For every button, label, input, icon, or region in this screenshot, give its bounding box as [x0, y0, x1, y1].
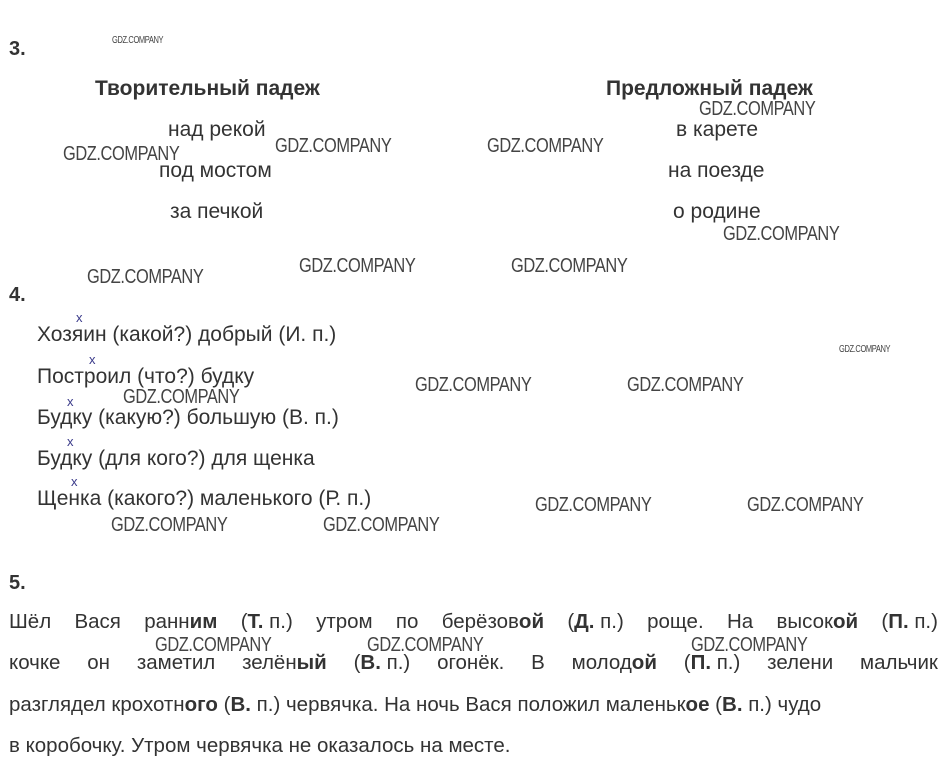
paragraph-word: утром [316, 610, 373, 633]
paragraph-word: по [395, 610, 419, 633]
instrumental-item-1: над рекой [168, 118, 266, 141]
heading-prepositional-case: Предложный падеж [606, 77, 813, 100]
watermark: GDZ.COMPANY [155, 634, 272, 656]
watermark: GDZ.COMPANY [627, 374, 744, 396]
watermark: GDZ.COMPANY [111, 514, 228, 536]
watermark: GDZ.COMPANY [63, 143, 180, 165]
task5-number: 5. [9, 572, 26, 594]
paragraph-word: В [531, 651, 545, 674]
watermark: GDZ.COMPANY [123, 386, 240, 408]
paragraph-word: (Т. п.) [240, 610, 293, 633]
watermark: GDZ.COMPANY [487, 135, 604, 157]
paragraph-line-4: в коробочку. Утром червячка не оказалось на месте. [9, 734, 511, 757]
watermark: GDZ.COMPANY [367, 634, 484, 656]
paragraph-word: зелени [767, 651, 834, 674]
prepositional-item-2: на поезде [668, 159, 765, 182]
paragraph-line-3: разглядел крохотного (В. п.) червячка. На ночь Вася положил маленькое (В. п.) чудо [9, 693, 822, 716]
paragraph-word: мальчик [860, 651, 938, 674]
task4-number: 4. [9, 284, 26, 306]
watermark: GDZ.COMPANY [299, 255, 416, 277]
parse-line-5: Щенка (какого?) маленького (Р. п.) [37, 487, 372, 510]
watermark: GDZ.COMPANY [691, 634, 808, 656]
watermark: GDZ.COMPANY [839, 344, 891, 355]
paragraph-word: зелёный [242, 651, 327, 674]
paragraph-word: молодой [571, 651, 657, 674]
watermark: GDZ.COMPANY [511, 255, 628, 277]
parse-line-1: Хозяин (какой?) добрый (И. п.) [37, 323, 337, 346]
watermark: GDZ.COMPANY [275, 135, 392, 157]
paragraph-word: ранним [144, 610, 218, 633]
watermark: GDZ.COMPANY [87, 266, 204, 288]
subject-mark-2: x [89, 352, 96, 367]
paragraph-word: На [726, 610, 754, 633]
parse-line-3: Будку (какую?) большую (В. п.) [37, 406, 339, 429]
watermark: GDZ.COMPANY [699, 98, 816, 120]
paragraph-word: берёзовой [441, 610, 545, 633]
heading-instrumental-case: Творительный падеж [95, 77, 320, 100]
prepositional-item-1: в карете [676, 118, 759, 141]
parse-line-2: Построил (что?) будку [37, 365, 255, 388]
paragraph-word: высокой [776, 610, 859, 633]
subject-mark-5: x [71, 474, 78, 489]
watermark: GDZ.COMPANY [535, 494, 652, 516]
paragraph-word: он [87, 651, 110, 674]
watermark: GDZ.COMPANY [323, 514, 440, 536]
paragraph-word: огонёк. [437, 651, 505, 674]
prepositional-item-3: о родине [673, 200, 761, 223]
instrumental-item-3: за печкой [170, 200, 264, 223]
subject-mark-1: x [76, 310, 83, 325]
paragraph-word: роще. [647, 610, 704, 633]
paragraph-word: кочке [9, 651, 61, 674]
paragraph-word: заметил [136, 651, 216, 674]
watermark: GDZ.COMPANY [723, 223, 840, 245]
watermark: GDZ.COMPANY [112, 35, 164, 46]
paragraph-word: (П. п.) [683, 651, 741, 674]
paragraph-line-1 [9, 610, 938, 634]
parse-line-4: Будку (для кого?) для щенка [37, 447, 315, 470]
paragraph-word: (Д. п.) [567, 610, 624, 633]
subject-mark-3: x [67, 394, 74, 409]
subject-mark-4: x [67, 434, 74, 449]
task3-number: 3. [9, 38, 26, 60]
watermark: GDZ.COMPANY [415, 374, 532, 396]
watermark: GDZ.COMPANY [747, 494, 864, 516]
paragraph-word: (П. п.) [881, 610, 938, 633]
paragraph-word: Шёл [9, 610, 52, 633]
paragraph-word: (В. п.) [353, 651, 411, 674]
paragraph-word: Вася [74, 610, 121, 633]
instrumental-item-2: под мостом [159, 159, 272, 182]
